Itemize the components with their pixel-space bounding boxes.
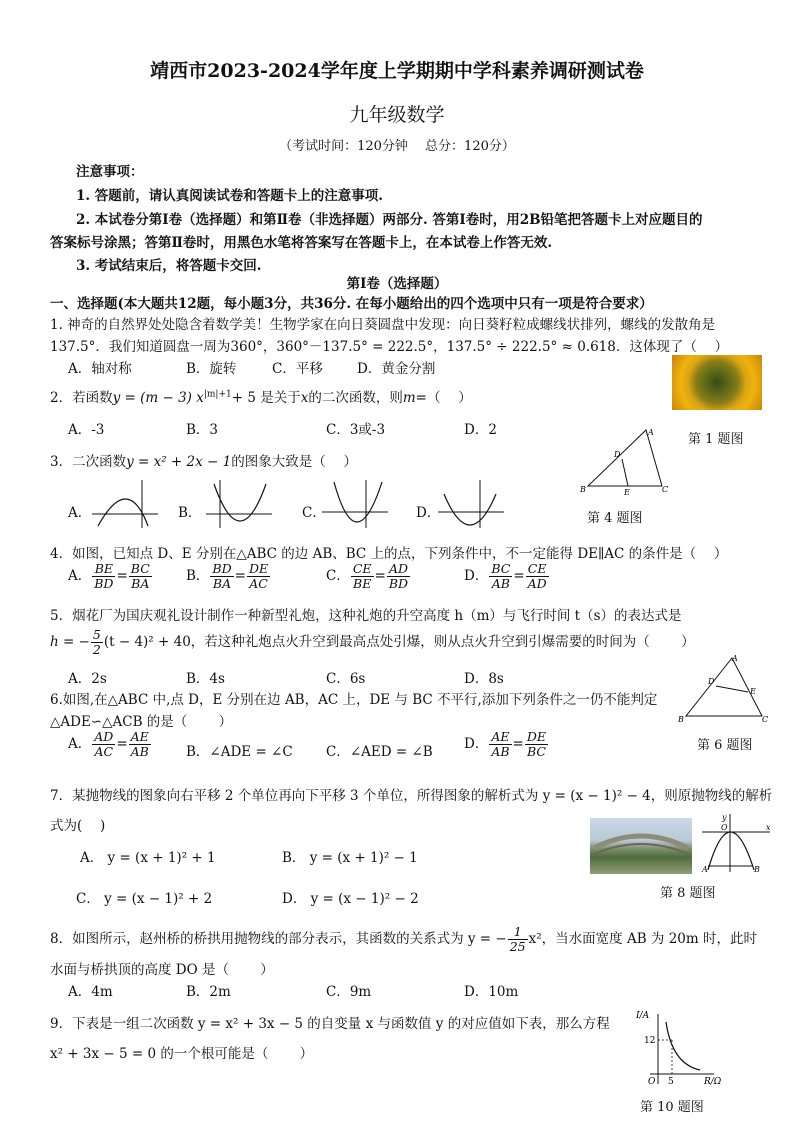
q8-line2: 水面与桥拱顶的高度 DO 是（ ）	[50, 962, 274, 978]
q8-option-b: B．2m	[186, 984, 231, 1000]
svg-text:B: B	[678, 715, 684, 724]
exam-title: 靖西市2023-2024学年度上学期期中学科素养调研测试卷	[150, 60, 644, 82]
svg-text:C: C	[762, 715, 769, 724]
figure-8-graph	[700, 810, 774, 874]
q6-line1: 6.如图,在△ABC 中,点 D，E 分别在边 AB，AC 上，DE 与 BC 不平行,添加下列条件之一仍不能判定	[50, 692, 658, 708]
figure-10-graph	[628, 1008, 728, 1088]
q8-option-a: A．4m	[68, 984, 113, 1000]
svg-text:A: A	[648, 428, 654, 437]
q3-graph-d	[436, 478, 506, 530]
svg-text:O: O	[648, 1077, 656, 1087]
q3-option-a: A．	[68, 505, 92, 521]
figure-8-caption: 第 8 题图	[660, 886, 716, 901]
q2-option-d: D．2	[464, 422, 497, 438]
q5-line1: 5．烟花厂为国庆观礼设计制作一种新型礼炮，这种礼炮的升空高度 h（m）与飞行时间 t（s）的表达式是	[50, 608, 682, 624]
q8-option-c: C．9m	[326, 984, 372, 1000]
svg-text:E: E	[750, 687, 756, 696]
q5-option-a: A．2s	[68, 671, 107, 687]
figure-4-caption: 第 4 题图	[587, 511, 643, 526]
sunflower-image	[672, 355, 762, 410]
q6-option-c: C．∠AED = ∠B	[326, 744, 433, 760]
q1-option-c: C．平移	[272, 361, 323, 377]
q7-line1: 7．某抛物线的图象向右平移 2 个单位再向下平移 3 个单位，所得图象的解析式为 y = (x − 1)² − 4，则原抛物线的解析	[50, 788, 773, 804]
svg-text:D: D	[708, 677, 715, 686]
figure-6-triangle	[676, 652, 772, 726]
svg-text:B: B	[754, 865, 760, 874]
q2-option-b: B．3	[186, 422, 219, 438]
svg-text:I/A: I/A	[636, 1011, 650, 1021]
svg-text:E: E	[624, 488, 630, 497]
q1-line1: 1. 神奇的自然界处处隐含着数学美！生物学家在向日葵圆盘中发现：向日葵籽粒成螺线状排列，螺线的发散角是	[50, 317, 716, 333]
svg-text:A: A	[732, 654, 738, 663]
bridge-photo	[590, 818, 692, 874]
q3-graph-a	[90, 478, 160, 530]
svg-text:A: A	[702, 865, 708, 874]
q4-option-b: B． $\frac{BD}{BA}$ = $\frac{DE}{AC}$	[186, 561, 269, 591]
q7-line2: 式为( )	[50, 818, 106, 834]
section-title: 第Ⅰ卷（选择题）	[346, 276, 448, 292]
figure-4-triangle	[576, 426, 676, 498]
figure-1-caption: 第 1 题图	[688, 432, 744, 447]
q1-option-d: D．黄金分割	[357, 361, 436, 377]
q6-option-a: A． $\frac{AD}{AC}$ = $\frac{AE}{AB}$	[68, 729, 149, 759]
q1-line2: 137.5°．我们知道圆盘一周为360°，360°－137.5° = 222.5°，137.5° ÷ 222.5° ≈ 0.618．这体现了（ ）	[50, 339, 729, 355]
svg-text:y: y	[722, 813, 727, 822]
svg-text:O: O	[721, 823, 728, 832]
q4-option-d: D． $\frac{BC}{AB}$ = $\frac{CE}{AD}$	[464, 561, 547, 591]
q3-stem: 3．二次函数y = x² + 2x − 1的图象大致是（ ）	[50, 454, 358, 470]
q2-option-c: C．3或-3	[326, 422, 386, 438]
q4-option-c: C． $\frac{CE}{BE}$ = $\frac{AD}{BD}$	[326, 561, 409, 591]
q2-option-a: A．-3	[68, 422, 105, 438]
bridge-arch	[590, 818, 692, 874]
q1-option-b: B．旋转	[186, 361, 237, 377]
q2-stem: 2．若函数y = (m − 3) $x^{|m|+1}+ 5$ 是关于x的二次函数，则m=（ ）	[50, 389, 472, 406]
q1-option-a: A．轴对称	[68, 361, 132, 377]
q7-option-a: A． y = (x + 1)² + 1	[80, 850, 216, 866]
q8-option-d: D．10m	[464, 984, 519, 1000]
figure-6-caption: 第 6 题图	[697, 738, 753, 753]
q7-option-c: C． y = (x − 1)² + 2	[76, 891, 213, 907]
q4-stem: 4．如图，已知点 D、E 分别在△ABC 的边 AB、BC 上的点，下列条件中，不一定能得 DE∥AC 的条件是（ ）	[50, 546, 728, 562]
q3-graph-c	[320, 478, 390, 530]
notes-heading: 注意事项：	[76, 164, 144, 180]
q5-option-d: D．8s	[464, 671, 504, 687]
q5-line2: h = − $\frac{5}{2}$ (t − 4)² + 40，若这种礼炮点火升空到最高点处引爆，则从点火升空到引爆需要的时间为（ ）	[50, 627, 695, 657]
q9-line1: 9．下表是一组二次函数 y = x² + 3x − 5 的自变量 x 与函数值 y 的对应值如下表，那么方程	[50, 1016, 610, 1032]
svg-text:x: x	[766, 823, 771, 832]
note-2b: 答案标号涂黑；答第Ⅱ卷时，用黑色水笔将答案写在答题卡上，在本试卷上作答无效.	[50, 235, 553, 251]
svg-text:D: D	[614, 450, 621, 459]
svg-text:5: 5	[668, 1077, 674, 1087]
subject-title: 九年级数学	[349, 104, 445, 126]
q6-option-d: D． $\frac{AE}{AB}$ = $\frac{DE}{BC}$	[464, 729, 547, 759]
q3-option-b: B．	[178, 505, 202, 521]
figure-10-caption: 第 10 题图	[640, 1100, 704, 1115]
q5-option-c: C．6s	[326, 671, 366, 687]
q4-option-a: A． $\frac{BE}{BD}$ = $\frac{BC}{BA}$	[68, 561, 150, 591]
svg-text:C: C	[662, 485, 669, 494]
svg-text:B: B	[580, 485, 586, 494]
svg-text:12: 12	[644, 1036, 656, 1046]
note-2a: 2. 本试卷分第Ⅰ卷（选择题）和第Ⅱ卷（非选择题）两部分. 答第Ⅰ卷时，用2B铅笔把答题卡上对应题目的	[76, 212, 703, 228]
q6-option-b: B．∠ADE = ∠C	[186, 744, 293, 760]
exam-info: （考试时间：120分钟 总分：120分）	[279, 139, 515, 154]
q3-graph-b	[204, 478, 274, 530]
q7-option-b: B． y = (x + 1)² − 1	[282, 850, 418, 866]
q3-option-d: D．	[416, 505, 441, 521]
q6-line2: △ADE∽△ACB 的是（ ）	[50, 714, 233, 730]
q5-option-b: B．4s	[186, 671, 225, 687]
q7-option-d: D． y = (x − 1)² − 2	[282, 891, 419, 907]
section-instructions: 一、选择题(本大题共12题，每小题3分，共36分. 在每小题给出的四个选项中只有一项是符合要求）	[50, 296, 653, 312]
note-3: 3. 考试结束后，将答题卡交回.	[76, 258, 262, 274]
note-1: 1. 答题前，请认真阅读试卷和答题卡上的注意事项.	[76, 188, 383, 204]
q8-line1: 8．如图所示，赵州桥的桥拱用抛物线的部分表示，其函数的关系式为 y = − $\frac{1}{25}$ x²，当水面宽度 AB 为 20m 时，此时	[50, 924, 757, 954]
q3-option-c: C．	[302, 505, 326, 521]
svg-text:R/Ω: R/Ω	[704, 1077, 722, 1087]
q9-line2: x² + 3x − 5 = 0 的一个根可能是（ ）	[50, 1046, 314, 1062]
